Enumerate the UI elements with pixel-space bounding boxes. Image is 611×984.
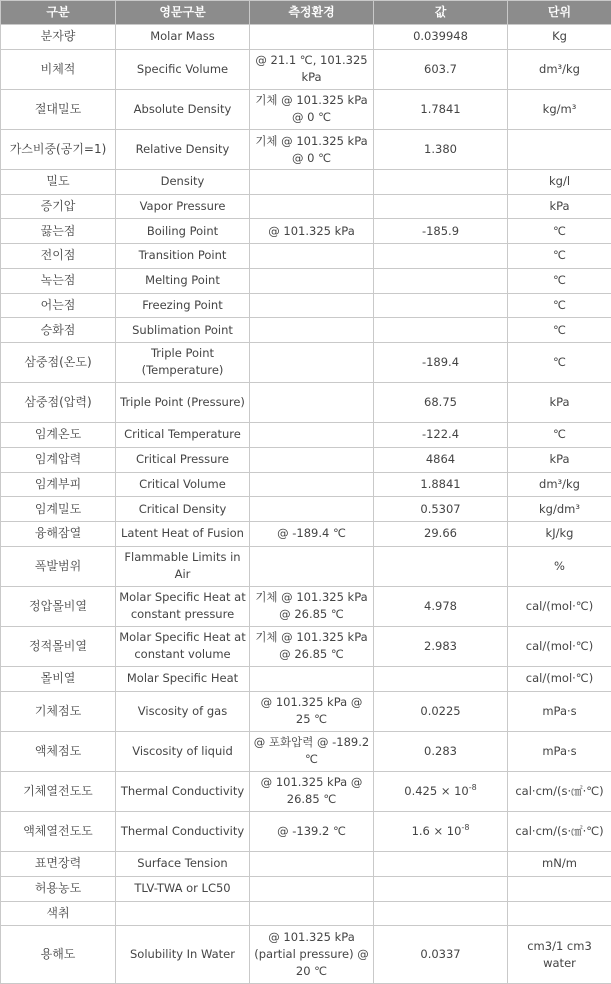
value-cell [374,318,508,343]
unit-cell: cm3/1 cm3 water [508,926,611,984]
english-category-cell: Sublimation Point [116,318,250,343]
header-category: 구분 [1,1,116,25]
unit-cell: dm³/kg [508,49,611,89]
english-category-cell: Absolute Density [116,89,250,129]
value-cell: 0.0225 [374,691,508,731]
header-english-category: 영문구분 [116,1,250,25]
english-category-cell: Transition Point [116,244,250,269]
value-base: 1.6 × 10 [411,824,462,839]
english-category-cell: Molar Specific Heat at constant volume [116,626,250,666]
value-cell: -122.4 [374,423,508,448]
english-category-cell: Thermal Conductivity [116,771,250,811]
table-row [1,268,611,293]
value-cell [374,666,508,691]
value-cell: 1.380 [374,129,508,169]
english-category-cell: Flammable Limits in Air [116,546,250,586]
unit-cell: % [508,546,611,586]
unit-cell: ℃ [508,268,611,293]
value-cell [374,244,508,269]
category-cell: 폭발범위 [1,546,116,586]
table-row [1,521,611,546]
condition-cell [250,901,374,926]
english-category-cell: Triple Point (Temperature) [116,342,250,382]
condition-cell [250,472,374,497]
english-category-cell: Critical Temperature [116,423,250,448]
value-cell [374,293,508,318]
value-cell: 1.8841 [374,472,508,497]
unit-cell: kg/l [508,170,611,195]
value-cell: 0.283 [374,731,508,771]
unit-cell: mN/m [508,852,611,877]
english-category-cell: Latent Heat of Fusion [116,521,250,546]
table-row [1,497,611,522]
condition-cell: 기체 @ 101.325 kPa @ 0 ℃ [250,89,374,129]
table-row [1,318,611,343]
unit-cell: kg/m³ [508,89,611,129]
unit-cell [508,876,611,901]
category-cell: 승화점 [1,318,116,343]
table-row [1,383,611,423]
unit-cell: cal/(mol·℃) [508,586,611,626]
english-category-cell [116,901,250,926]
value-cell: 68.75 [374,383,508,423]
unit-cell: kg/dm³ [508,497,611,522]
unit-cell: ℃ [508,318,611,343]
english-category-cell: Melting Point [116,268,250,293]
condition-cell [250,318,374,343]
condition-cell [250,423,374,448]
condition-cell [250,194,374,219]
category-cell: 분자량 [1,25,116,50]
unit-cell: kJ/kg [508,521,611,546]
table-row [1,472,611,497]
category-cell: 밀도 [1,170,116,195]
unit-cell: ℃ [508,423,611,448]
table-row [1,170,611,195]
category-cell: 임계밀도 [1,497,116,522]
table-row [1,586,611,626]
condition-cell: @ 101.325 kPa @ 25 ℃ [250,691,374,731]
condition-cell [250,244,374,269]
condition-cell: @ 21.1 ℃, 101.325 kPa [250,49,374,89]
condition-cell: @ 포화압력 @ -189.2 ℃ [250,731,374,771]
value-cell [374,194,508,219]
english-category-cell: Critical Volume [116,472,250,497]
condition-cell [250,852,374,877]
condition-cell [250,497,374,522]
value-exponent: -8 [461,823,470,833]
category-cell: 녹는점 [1,268,116,293]
table-row [1,901,611,926]
value-cell [374,771,508,811]
condition-cell: 기체 @ 101.325 kPa @ 26.85 ℃ [250,626,374,666]
unit-cell: cal/(mol·℃) [508,666,611,691]
category-cell: 표면장력 [1,852,116,877]
condition-cell [250,876,374,901]
header-value: 값 [374,1,508,25]
english-category-cell: Density [116,170,250,195]
english-category-cell: Thermal Conductivity [116,812,250,852]
category-cell: 끓는점 [1,219,116,244]
table-row [1,771,611,811]
unit-cell: cal/(mol·℃) [508,626,611,666]
category-cell: 비체적 [1,49,116,89]
table-row [1,49,611,89]
value-cell: 603.7 [374,49,508,89]
value-cell [374,170,508,195]
value-cell: 4864 [374,447,508,472]
table-body [1,25,611,984]
category-cell: 융해잠열 [1,521,116,546]
condition-cell: @ -139.2 ℃ [250,812,374,852]
value-base: 0.425 × 10 [404,783,469,798]
english-category-cell: Viscosity of gas [116,691,250,731]
unit-cell: ℃ [508,342,611,382]
table-row [1,423,611,448]
table-row [1,194,611,219]
condition-cell: @ 101.325 kPa [250,219,374,244]
unit-cell: cal·cm/(s·㎠·℃) [508,771,611,811]
english-category-cell: Critical Pressure [116,447,250,472]
value-cell [374,268,508,293]
table-row [1,876,611,901]
value-cell: -185.9 [374,219,508,244]
value-cell: 4.978 [374,586,508,626]
english-category-cell: Relative Density [116,129,250,169]
condition-cell [250,25,374,50]
value-cell: 0.0337 [374,926,508,984]
value-cell [374,901,508,926]
english-category-cell: Critical Density [116,497,250,522]
category-cell: 가스비중(공기=1) [1,129,116,169]
category-cell: 허용농도 [1,876,116,901]
header-row [1,1,611,25]
condition-cell: 기체 @ 101.325 kPa @ 0 ℃ [250,129,374,169]
category-cell: 임계부피 [1,472,116,497]
value-cell: -189.4 [374,342,508,382]
category-cell: 정압몰비열 [1,586,116,626]
value-cell [374,876,508,901]
condition-cell [250,383,374,423]
category-cell: 액체점도 [1,731,116,771]
category-cell: 색취 [1,901,116,926]
table-row [1,852,611,877]
category-cell: 증기압 [1,194,116,219]
english-category-cell: Triple Point (Pressure) [116,383,250,423]
table-row [1,129,611,169]
table-row [1,926,611,984]
category-cell: 액체열전도도 [1,812,116,852]
table-row [1,342,611,382]
value-exponent: -8 [468,783,477,793]
table-row [1,219,611,244]
category-cell: 몰비열 [1,666,116,691]
table-row [1,691,611,731]
value-cell: 0.5307 [374,497,508,522]
unit-cell: dm³/kg [508,472,611,497]
condition-cell [250,546,374,586]
unit-cell: ℃ [508,219,611,244]
table-row [1,293,611,318]
unit-cell: mPa·s [508,731,611,771]
value-cell: 1.7841 [374,89,508,129]
category-cell: 삼중점(온도) [1,342,116,382]
english-category-cell: Surface Tension [116,852,250,877]
english-category-cell: Molar Specific Heat [116,666,250,691]
category-cell: 절대밀도 [1,89,116,129]
category-cell: 임계온도 [1,423,116,448]
table-row [1,731,611,771]
condition-cell [250,666,374,691]
condition-cell: @ 101.325 kPa @ 26.85 ℃ [250,771,374,811]
category-cell: 정적몰비열 [1,626,116,666]
table-row [1,447,611,472]
english-category-cell: Boiling Point [116,219,250,244]
table-row [1,666,611,691]
unit-cell: kPa [508,447,611,472]
unit-cell [508,901,611,926]
table-row [1,25,611,50]
english-category-cell: Specific Volume [116,49,250,89]
condition-cell: @ 101.325 kPa (partial pressure) @ 20 ℃ [250,926,374,984]
english-category-cell: Vapor Pressure [116,194,250,219]
condition-cell [250,170,374,195]
unit-cell [508,129,611,169]
unit-cell: mPa·s [508,691,611,731]
condition-cell [250,342,374,382]
unit-cell: ℃ [508,244,611,269]
value-cell: 29.66 [374,521,508,546]
unit-cell: kPa [508,383,611,423]
table-row [1,244,611,269]
category-cell: 어는점 [1,293,116,318]
table-row [1,626,611,666]
english-category-cell: Molar Specific Heat at constant pressure [116,586,250,626]
condition-cell: 기체 @ 101.325 kPa @ 26.85 ℃ [250,586,374,626]
value-cell [374,812,508,852]
table-row [1,89,611,129]
category-cell: 기체점도 [1,691,116,731]
unit-cell: ℃ [508,293,611,318]
header-condition: 측정환경 [250,1,374,25]
category-cell: 용해도 [1,926,116,984]
english-category-cell: Molar Mass [116,25,250,50]
value-cell [374,546,508,586]
value-cell: 0.039948 [374,25,508,50]
value-cell: 2.983 [374,626,508,666]
value-cell [374,852,508,877]
condition-cell [250,293,374,318]
condition-cell [250,447,374,472]
unit-cell: Kg [508,25,611,50]
category-cell: 삼중점(압력) [1,383,116,423]
table-row [1,812,611,852]
header-unit: 단위 [508,1,611,25]
condition-cell [250,268,374,293]
english-category-cell: Freezing Point [116,293,250,318]
english-category-cell: Viscosity of liquid [116,731,250,771]
table-row [1,546,611,586]
category-cell: 기체열전도도 [1,771,116,811]
english-category-cell: TLV-TWA or LC50 [116,876,250,901]
category-cell: 전이점 [1,244,116,269]
unit-cell: kPa [508,194,611,219]
condition-cell: @ -189.4 ℃ [250,521,374,546]
unit-cell: cal·cm/(s·㎠·℃) [508,812,611,852]
english-category-cell: Solubility In Water [116,926,250,984]
category-cell: 임계압력 [1,447,116,472]
